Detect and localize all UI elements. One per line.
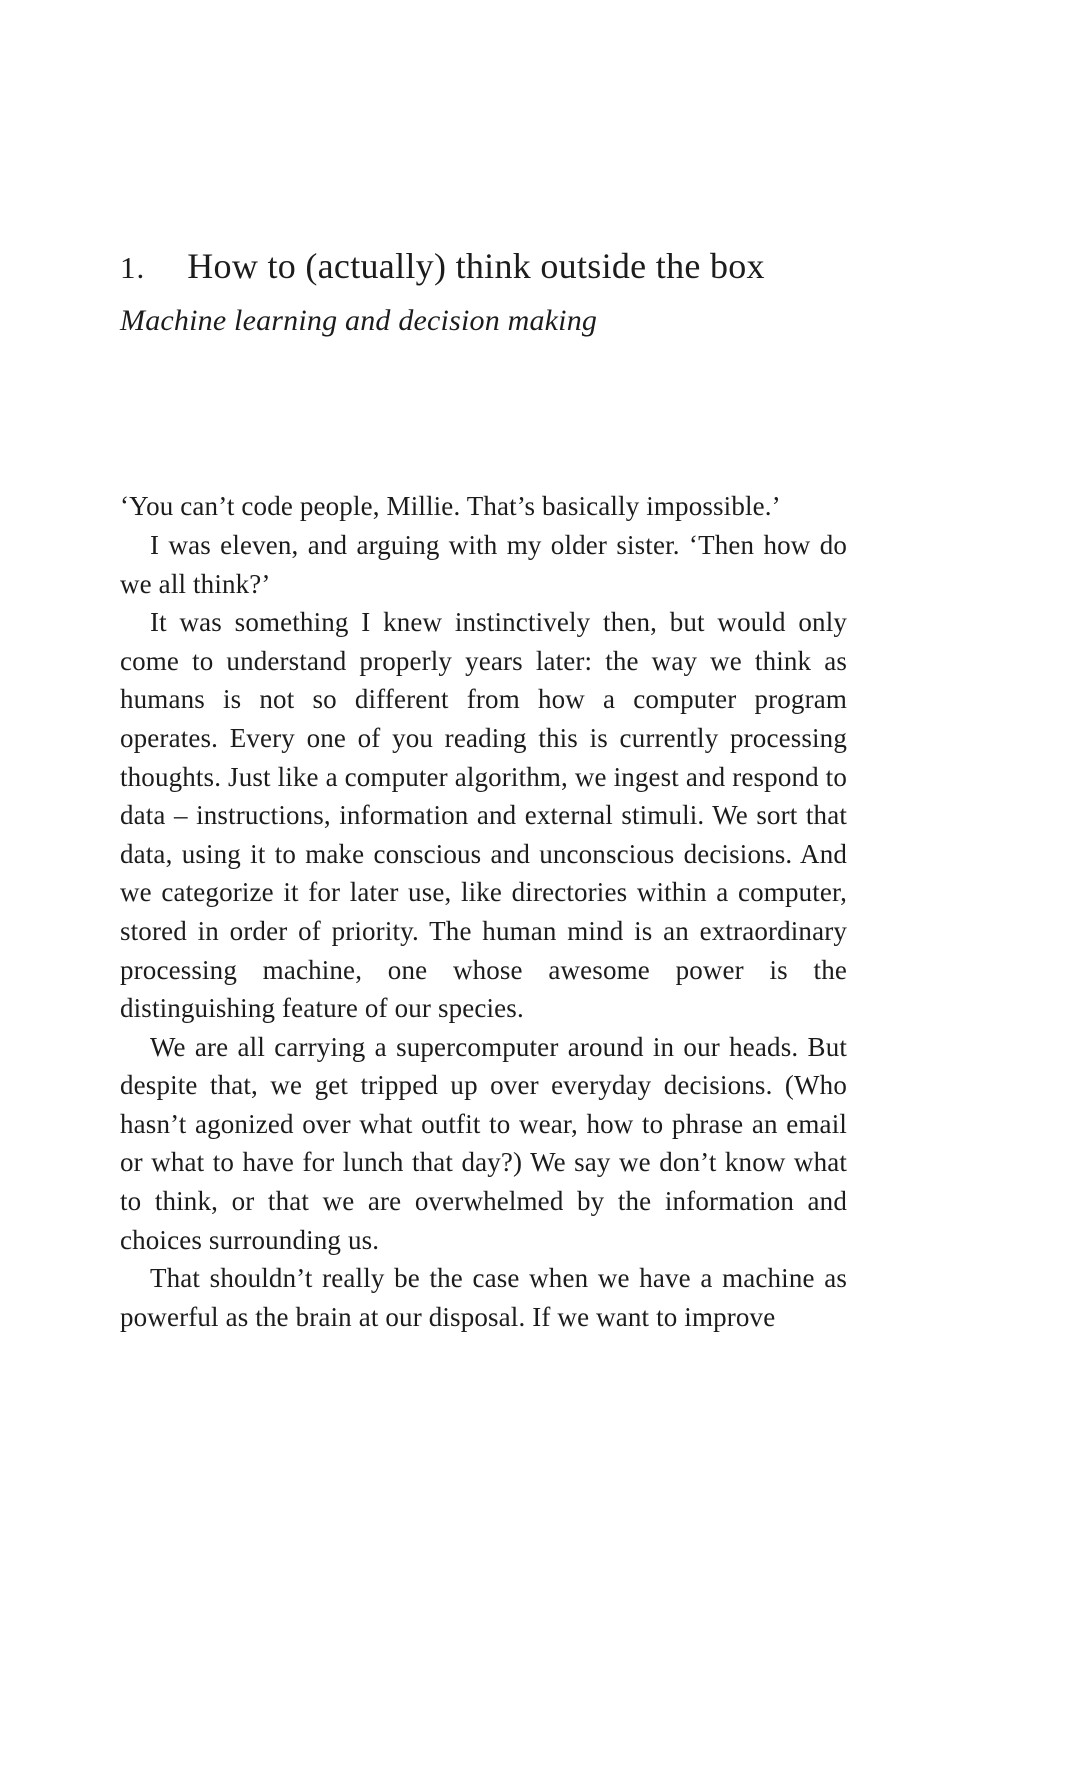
paragraph: I was eleven, and arguing with my older sister. ‘Then how do we all think?’ [120,529,847,599]
paragraph: We are all carrying a supercomputer around in our heads. But despite that, we get tripped up over everyday decisions. (Who hasn’t agonized over what outfit to wear, how to phrase an email or what to have for lunch that day?) We say we don’t know what to think, or that we are overwhelmed by the information and choices surrounding us. [120,1031,847,1255]
paragraph: ‘You can’t code people, Millie. That’s basically impossible.’ [120,491,781,522]
page-content [120,0,847,1336]
chapter-subtitle: Machine learning and decision making [120,304,598,338]
chapter-title: How to (actually) think outside the box [187,246,765,286]
chapter-heading [120,246,847,287]
chapter-number: 1. [120,250,146,285]
body-text [120,487,847,1336]
paragraph: It was something I knew instinctively then, but would only come to understand properly years later: the way we think as humans is not so different from how a computer program operates. Every one of you reading this is currently processing thoughts. Just like a computer algorithm, we ingest and respond to data – instructions, information and external stimuli. We sort that data, using it to make conscious and unconscious decisions. And we categorize it for later use, like directories within a computer, stored in order of priority. The human mind is an extraordinary processing machine, one whose awesome power is the distinguishing feature of our species. [120,607,847,1024]
paragraph: That shouldn’t really be the case when we have a machine as powerful as the brain at our disposal. If we want to improve [120,1263,847,1332]
